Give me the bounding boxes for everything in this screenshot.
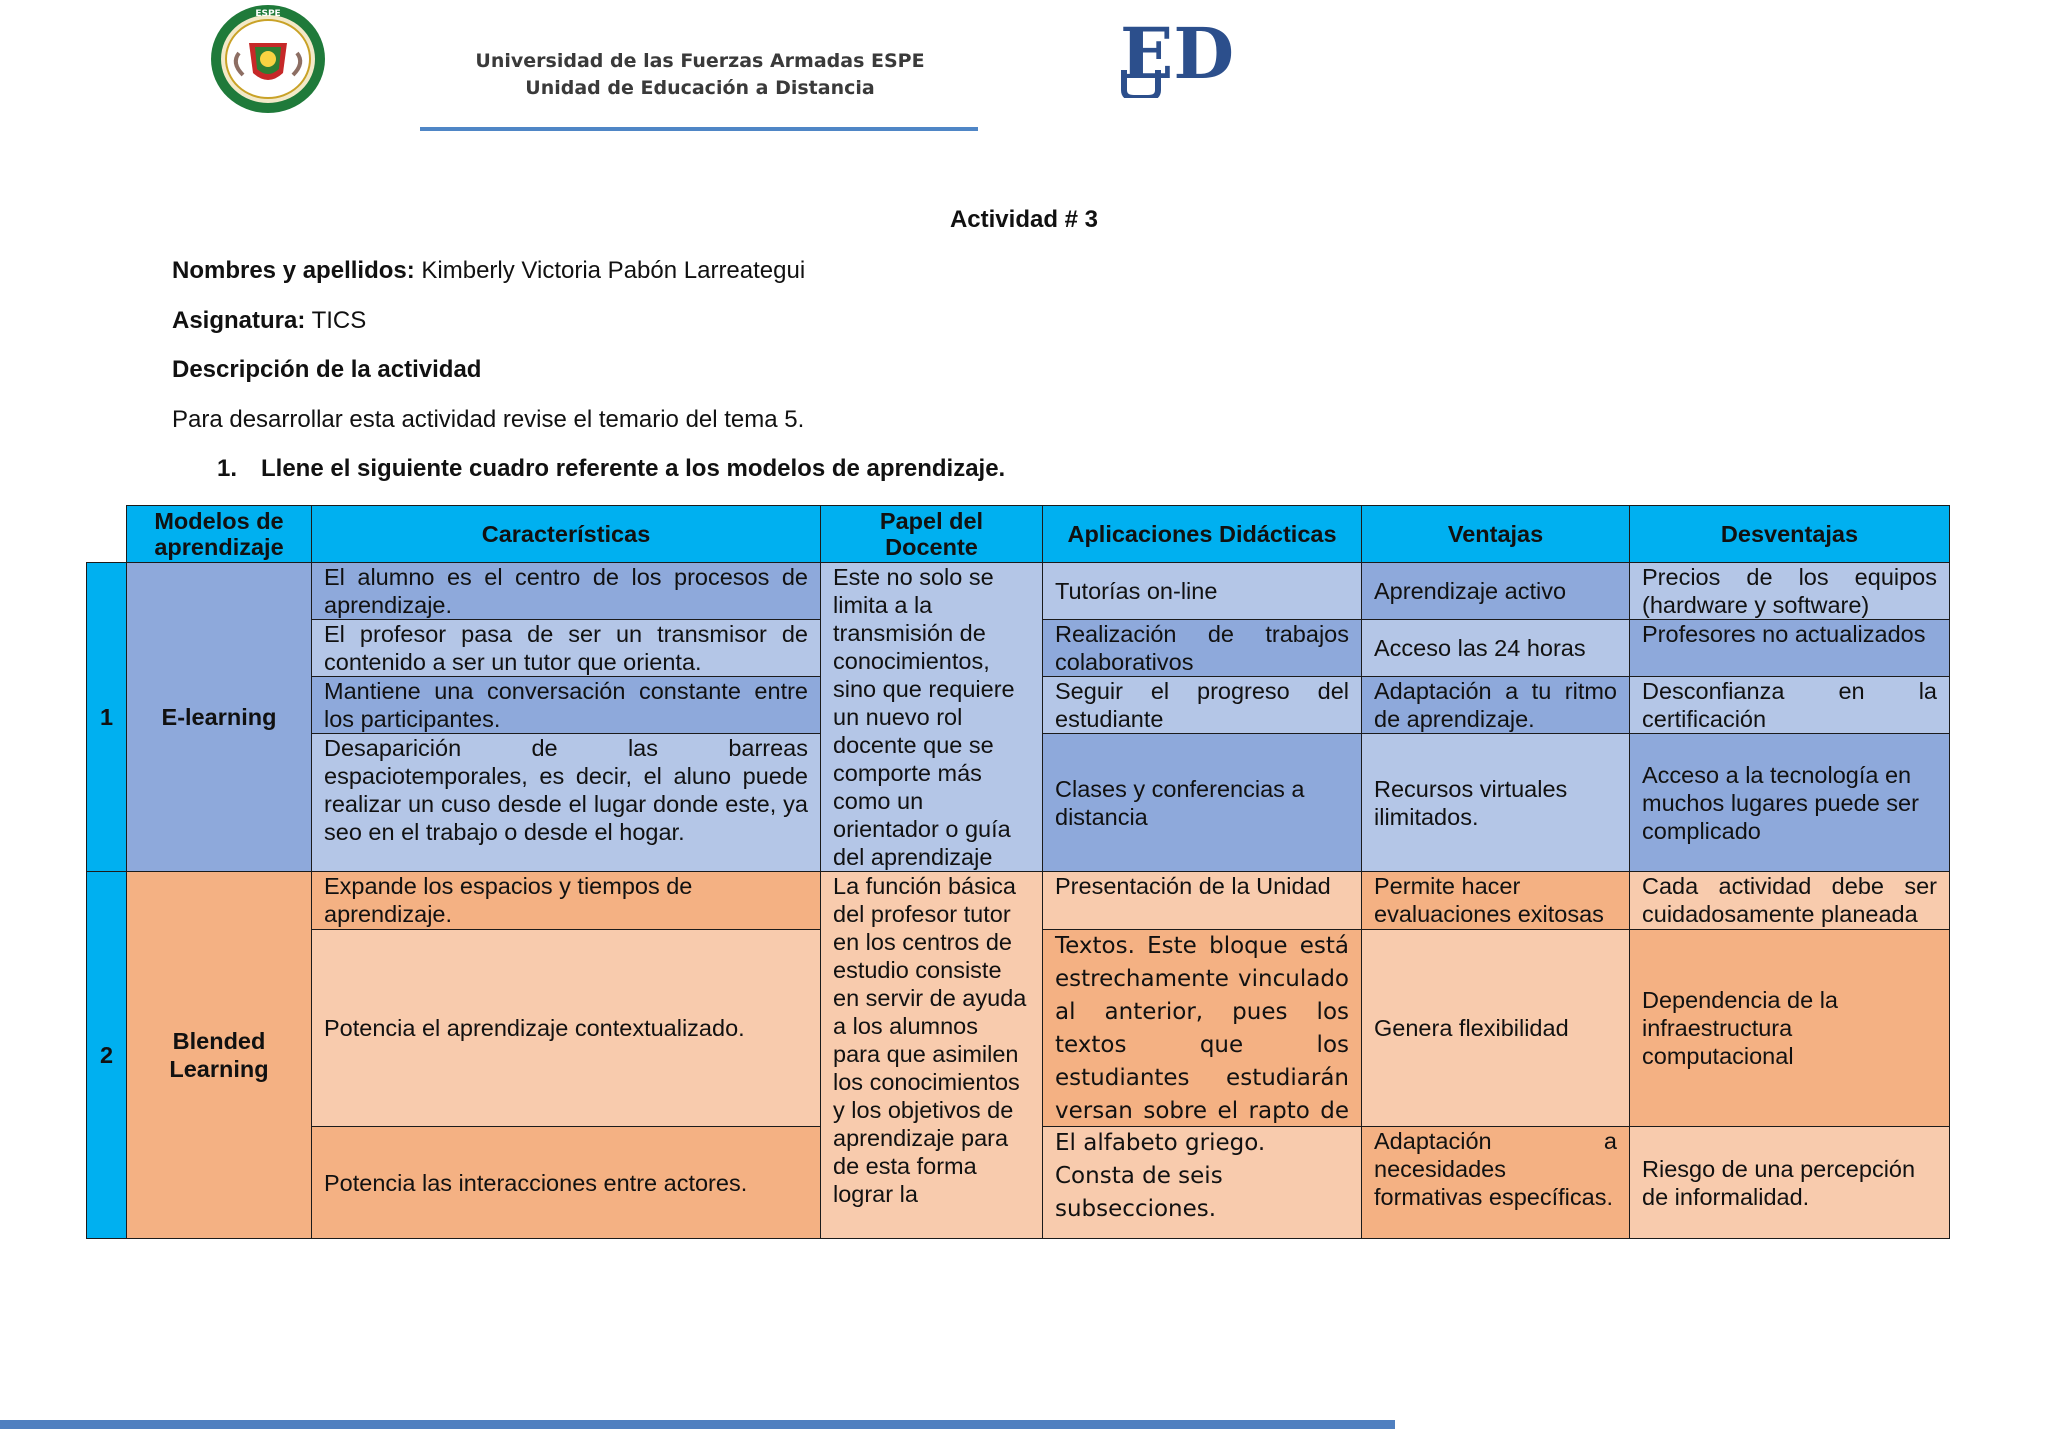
disadvantage-cell: Cada actividad debe ser cuidadosamente planeada — [1629, 871, 1950, 930]
characteristic-cell: El profesor pasa de ser un transmisor de contenido a ser un tutor que orienta. — [311, 619, 821, 677]
characteristic-cell: Potencia las interacciones entre actores. — [311, 1126, 821, 1239]
description-label: Descripción de la actividad — [172, 356, 482, 383]
characteristic-cell: El alumno es el centro de los procesos de aprendizaje. — [311, 562, 821, 620]
advantage-cell: Genera flexibilidad — [1361, 929, 1630, 1127]
disadvantage-cell: Profesores no actualizados — [1629, 619, 1950, 677]
names-label: Nombres y apellidos: — [172, 257, 415, 284]
characteristic-cell: Desaparición de las barreas espaciotemporales, es decir, el aluno puede realizar un cuso desde el lugar donde este, ya seo en el trabajo o desde el hogar. — [311, 733, 821, 872]
advantage-cell: Adaptación a tu ritmo de aprendizaje. — [1361, 676, 1630, 734]
ued-logo-text: ED — [1120, 12, 1235, 95]
header-rule — [420, 127, 978, 131]
characteristic-cell: Mantiene una conversación constante entre los participantes. — [311, 676, 821, 734]
characteristic-cell: Expande los espacios y tiempos de aprendizaje. — [311, 871, 821, 930]
advantage-cell: Acceso las 24 horas — [1361, 619, 1630, 677]
names-value: Kimberly Victoria Pabón Larreategui — [414, 257, 806, 284]
task-number: 1. — [217, 455, 238, 482]
instruction-text: Para desarrollar esta actividad revise el temario del tema 5. — [172, 406, 805, 433]
application-cell: Realización de trabajos colaborativos — [1042, 619, 1362, 677]
application-cell: El alfabeto griego. Consta de seis subsecciones. — [1042, 1126, 1362, 1239]
disadvantage-cell: Desconfianza en la certificación — [1629, 676, 1950, 734]
header-desventajas: Desventajas — [1629, 505, 1950, 563]
disadvantage-cell: Dependencia de la infraestructura computacional — [1629, 929, 1950, 1127]
characteristic-cell: Potencia el aprendizaje contextualizado. — [311, 929, 821, 1127]
subject-line — [172, 306, 366, 336]
header-caracteristicas: Características — [311, 505, 821, 563]
model-blended-learning: Blended Learning — [126, 871, 312, 1239]
application-cell: Textos. Este bloque está estrechamente vinculado al anterior, pues los textos que los estudiantes estudiarán versan sobre el rapto de — [1042, 929, 1362, 1127]
advantage-cell: Recursos virtuales ilimitados. — [1361, 733, 1630, 872]
row-number-2: 2 — [86, 871, 127, 1239]
header-ventajas: Ventajas — [1361, 505, 1630, 563]
task-item — [217, 455, 1005, 483]
model-e-learning: E-learning — [126, 562, 312, 872]
application-cell: Seguir el progreso del estudiante — [1042, 676, 1362, 734]
disadvantage-cell: Riesgo de una percepción de informalidad. — [1629, 1126, 1950, 1239]
subject-label: Asignatura: — [172, 307, 306, 334]
header-aplicaciones: Aplicaciones Didácticas — [1042, 505, 1362, 563]
ued-logo — [1118, 10, 1244, 98]
names-line — [172, 256, 805, 286]
subject-value: TICS — [305, 307, 367, 334]
application-cell: Clases y conferencias a distancia — [1042, 733, 1362, 872]
advantage-cell: Aprendizaje activo — [1361, 562, 1630, 620]
advantage-cell: Adaptación a necesidades formativas específicas. — [1361, 1126, 1630, 1239]
row-number-1: 1 — [86, 562, 127, 872]
advantage-cell: Permite hacer evaluaciones exitosas — [1361, 871, 1630, 930]
unit-name: Unidad de Educación a Distancia — [525, 77, 875, 99]
teacher-role-blended: La función básica del profesor tutor en los centros de estudio consiste en servir de ayuda a los alumnos para que asimilen los conocimientos y los objetivos de aprendizaje para de esta forma lograr la — [820, 871, 1043, 1239]
task-text: Llene el siguiente cuadro referente a los modelos de aprendizaje. — [261, 455, 1006, 482]
application-cell: Tutorías on-line — [1042, 562, 1362, 620]
footer-rule — [0, 1420, 1395, 1429]
espe-logo — [209, 3, 327, 115]
application-cell: Presentación de la Unidad — [1042, 871, 1362, 930]
disadvantage-cell: Precios de los equipos (hardware y software) — [1629, 562, 1950, 620]
header-modelos: Modelos de aprendizaje — [126, 505, 312, 563]
espe-logo-text: ESPE — [255, 9, 281, 19]
header-titles — [420, 48, 980, 102]
header-papel-docente: Papel del Docente — [820, 505, 1043, 563]
university-name: Universidad de las Fuerzas Armadas ESPE — [475, 50, 925, 72]
disadvantage-cell: Acceso a la tecnología en muchos lugares puede ser complicado — [1629, 733, 1950, 872]
activity-title: Actividad # 3 — [949, 206, 1099, 233]
teacher-role-e-learning: Este no solo se limita a la transmisión de conocimientos, sino que requiere un nuevo rol docente que se comporte más como un orientador o guía del aprendizaje — [820, 562, 1043, 872]
